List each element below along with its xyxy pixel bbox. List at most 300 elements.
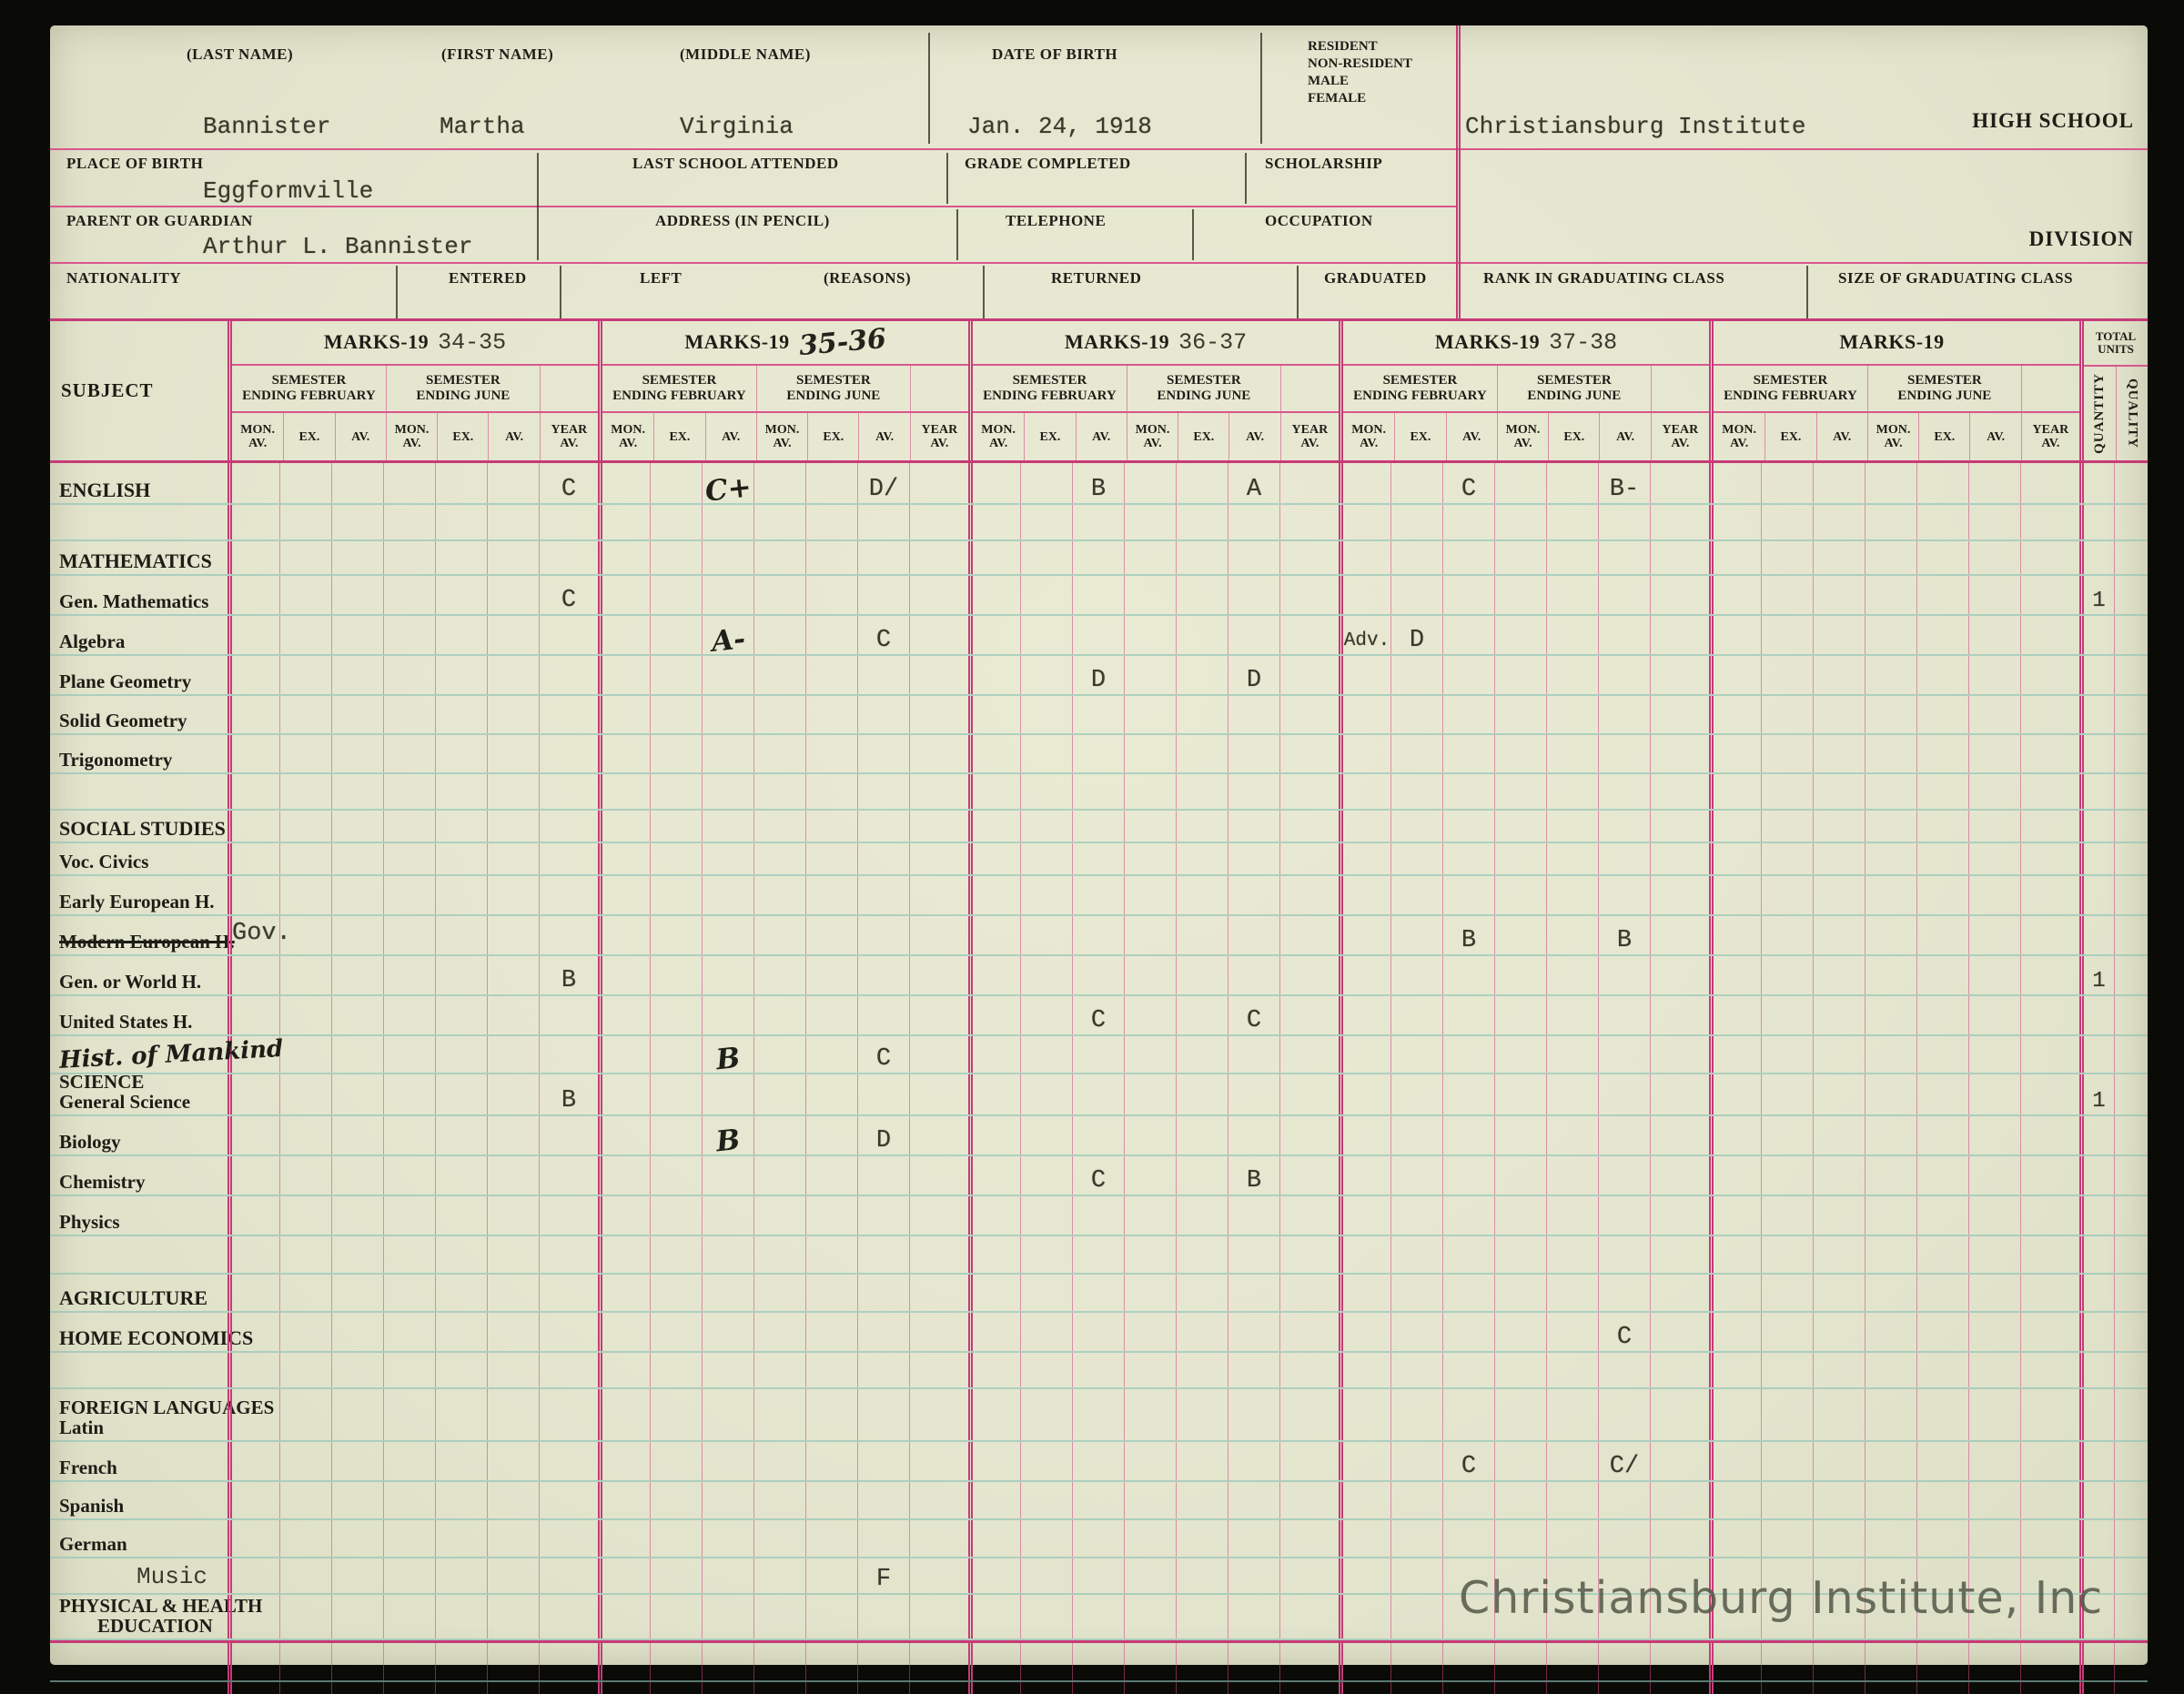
grade-cell	[1279, 616, 1339, 654]
grade-cell	[1865, 1074, 1916, 1114]
grade-cell	[383, 996, 435, 1034]
grade-cell	[1916, 735, 1968, 772]
subcolumn-label: AV.	[858, 413, 909, 460]
grade-cell	[1176, 1389, 1228, 1440]
grade-cell	[435, 1558, 487, 1593]
grade-cell	[805, 1074, 857, 1114]
grade-cell	[1279, 774, 1339, 809]
grade-cell	[1598, 774, 1650, 809]
grade-cell	[857, 463, 909, 503]
subcolumn-label: MON. AV.	[981, 423, 1016, 451]
grade-cell	[1813, 576, 1865, 614]
grade-cell	[1761, 505, 1813, 539]
grade-cell	[753, 843, 805, 874]
grade-cell	[2020, 505, 2079, 539]
grade-cell	[1442, 541, 1494, 574]
grade-typed: C	[1090, 1167, 1107, 1195]
table-row	[50, 1353, 2148, 1389]
grade-cell	[1546, 1074, 1598, 1114]
grade-cell	[1761, 696, 1813, 733]
dob-label: DATE OF BIRTH	[992, 45, 1118, 63]
grade-cell	[1865, 576, 1916, 614]
grade-cell	[539, 1558, 598, 1593]
grade-cell	[650, 1643, 702, 1680]
grade-cell	[435, 1313, 487, 1351]
grade-cell	[1020, 1313, 1072, 1351]
grade-cell	[1390, 1558, 1442, 1593]
grade-cell	[1124, 616, 1176, 654]
grade-cell	[1124, 996, 1176, 1034]
grade-cell	[1176, 616, 1228, 654]
grade-cell	[1124, 1389, 1176, 1440]
grade-cell	[1390, 996, 1442, 1034]
grade-typed: Adv.	[1343, 630, 1390, 651]
grade-cell	[539, 996, 598, 1034]
grade-cell	[1709, 916, 1761, 954]
grade-cell	[968, 1275, 1020, 1311]
grade-cell	[1865, 463, 1916, 503]
grade-cell	[909, 1482, 968, 1518]
subject-cell	[50, 876, 228, 914]
grade-cell	[1176, 1442, 1228, 1480]
grade-cell	[487, 616, 539, 654]
grade-cell	[805, 1558, 857, 1593]
grade-cell	[1176, 876, 1228, 914]
grade-cell	[1761, 1236, 1813, 1273]
grade-cell	[1865, 1482, 1916, 1518]
grade-cell	[383, 656, 435, 694]
field-divider	[956, 209, 958, 260]
grade-handwritten: A-	[709, 622, 747, 659]
grade-cell	[539, 1595, 598, 1639]
grade-cell	[487, 696, 539, 733]
grade-cell	[1020, 696, 1072, 733]
grade-cell	[702, 876, 753, 914]
grade-cell	[1494, 1520, 1546, 1557]
grade-cell	[1442, 956, 1494, 994]
subcolumn-label: AV.	[335, 413, 386, 460]
grade-cell	[279, 1442, 331, 1480]
grade-cell	[383, 774, 435, 809]
grade-cell	[2020, 463, 2079, 503]
subject-cell	[50, 505, 228, 539]
grade-cell	[1598, 1313, 1650, 1351]
grade-cell	[598, 1520, 650, 1557]
grade-cell	[702, 1558, 753, 1593]
grade-cell	[805, 1442, 857, 1480]
grade-cell	[1020, 1595, 1072, 1639]
grade-cell	[1709, 1275, 1761, 1311]
grade-cell	[1228, 1558, 1279, 1593]
grade-cell	[383, 1116, 435, 1155]
grade-cell	[1865, 696, 1916, 733]
grade-cell	[1124, 811, 1176, 842]
grade-cell	[539, 696, 598, 733]
marks-prefix-label: MARKS-19	[1434, 330, 1541, 354]
grade-cell	[650, 1313, 702, 1351]
grade-cell	[1916, 996, 1968, 1034]
quality-cell	[2114, 1275, 2148, 1311]
subcolumn-label: MON. AV.	[386, 413, 437, 460]
grade-cell	[909, 1116, 968, 1155]
quantity-cell	[2079, 1353, 2114, 1387]
grade-cell	[228, 1520, 279, 1557]
grade-cell	[435, 1275, 487, 1311]
grade-cell	[1650, 541, 1709, 574]
table-row	[50, 1482, 2148, 1520]
grade-cell	[1442, 996, 1494, 1034]
grade-cell	[702, 735, 753, 772]
field-divider	[1245, 153, 1247, 204]
subcolumn-label: EX.	[1764, 413, 1815, 460]
grade-cell	[1124, 1643, 1176, 1680]
grade-cell	[1072, 774, 1124, 809]
grade-cell	[1813, 1313, 1865, 1351]
grade-cell	[598, 463, 650, 503]
grade-cell	[487, 1074, 539, 1114]
grade-cell	[1598, 696, 1650, 733]
grade-cell	[435, 1682, 487, 1694]
year-value-handwritten: 35-36	[797, 322, 887, 362]
subject-cell	[50, 463, 228, 503]
grade-cell	[598, 774, 650, 809]
grade-cell	[1339, 1074, 1390, 1114]
quality-cell	[2114, 1520, 2148, 1557]
grade-cell	[598, 541, 650, 574]
grade-cell	[968, 541, 1020, 574]
grade-cell	[1813, 1643, 1865, 1680]
grade-cell	[2020, 1520, 2079, 1557]
year-av-spacer	[1280, 366, 1339, 412]
grade-cell	[279, 576, 331, 614]
grade-cell	[1709, 1036, 1761, 1073]
grade-cell	[331, 1313, 383, 1351]
grade-cell	[435, 1442, 487, 1480]
grade-cell	[650, 774, 702, 809]
grade-cell	[1968, 843, 2020, 874]
grade-cell	[1916, 1520, 1968, 1557]
grade-cell	[228, 1236, 279, 1273]
grade-cell	[909, 843, 968, 874]
grade-cell	[598, 1595, 650, 1639]
grade-cell	[1228, 735, 1279, 772]
grade-cell	[2020, 843, 2079, 874]
total-units-label: TOTAL UNITS	[2084, 321, 2148, 367]
grade-cell	[1916, 656, 1968, 694]
subject-cell	[50, 656, 228, 694]
grade-cell	[383, 1482, 435, 1518]
subcolumn-label: EX.	[807, 413, 858, 460]
grade-cell	[753, 1156, 805, 1195]
grade-cell	[598, 1074, 650, 1114]
table-row	[50, 1682, 2148, 1694]
grade-cell	[1390, 1520, 1442, 1557]
grade-cell	[1709, 541, 1761, 574]
subject-label: Algebra	[59, 630, 126, 652]
grade-cell	[1546, 616, 1598, 654]
grade-cell	[968, 1353, 1020, 1387]
grade-cell	[383, 1643, 435, 1680]
grade-cell	[753, 463, 805, 503]
grade-cell	[968, 1116, 1020, 1155]
grade-cell	[1494, 1196, 1546, 1235]
year-av-label: YEAR AV.	[910, 413, 968, 460]
grade-cell	[1072, 1313, 1124, 1351]
subcolumn-label: AV.	[1076, 413, 1127, 460]
grade-cell	[1709, 1389, 1761, 1440]
grade-cell	[702, 1442, 753, 1480]
grade-cell	[1279, 1558, 1339, 1593]
grade-cell	[1124, 1558, 1176, 1593]
grade-cell	[1279, 1236, 1339, 1273]
table-row	[50, 1236, 2148, 1275]
grade-cell	[805, 996, 857, 1034]
grade-cell	[331, 1389, 383, 1440]
quality-cell	[2114, 1389, 2148, 1440]
grade-cell	[487, 1482, 539, 1518]
quantity-cell	[2079, 463, 2114, 503]
grade-cell	[383, 876, 435, 914]
grade-cell	[1072, 1389, 1124, 1440]
grade-cell	[1709, 1682, 1761, 1694]
grade-cell	[753, 1313, 805, 1351]
grade-cell	[1709, 1116, 1761, 1155]
left-label: LEFT	[640, 269, 682, 287]
grade-cell	[539, 1236, 598, 1273]
grade-cell	[1020, 656, 1072, 694]
subject-label: ENGLISH	[59, 479, 151, 501]
grade-cell	[1279, 1196, 1339, 1235]
grade-cell	[539, 735, 598, 772]
grade-cell	[228, 505, 279, 539]
grade-cell	[1650, 811, 1709, 842]
grade-cell	[1442, 876, 1494, 914]
subject-label: FOREIGN LANGUAGES	[59, 1397, 275, 1418]
grade-cell	[1650, 735, 1709, 772]
grade-typed: C	[561, 476, 577, 503]
grade-cell	[1176, 1353, 1228, 1387]
grade-cell	[331, 1196, 383, 1235]
grade-cell	[1709, 996, 1761, 1034]
grade-cell	[650, 1236, 702, 1273]
grade-cell	[1494, 1442, 1546, 1480]
grade-cell	[1339, 1520, 1390, 1557]
grade-cell	[1650, 774, 1709, 809]
grade-cell	[753, 1116, 805, 1155]
subject-cell	[50, 774, 228, 809]
quality-cell	[2114, 1156, 2148, 1195]
grade-cell	[279, 1595, 331, 1639]
grade-cell	[1072, 505, 1124, 539]
grade-cell	[1279, 1442, 1339, 1480]
grade-cell	[598, 1313, 650, 1351]
grade-cell	[1279, 811, 1339, 842]
grade-cell	[1176, 463, 1228, 503]
field-divider	[1806, 266, 1808, 318]
grade-cell	[1546, 1196, 1598, 1235]
grade-cell	[1968, 1389, 2020, 1440]
subject-label: SCIENCE	[59, 1071, 145, 1093]
grade-cell	[1968, 616, 2020, 654]
grade-cell	[857, 996, 909, 1034]
grade-cell	[435, 1196, 487, 1235]
grade-cell	[1124, 1116, 1176, 1155]
grade-cell	[1228, 916, 1279, 954]
grade-cell	[331, 1236, 383, 1273]
year-av-label: YEAR AV.	[540, 413, 598, 460]
grade-cell	[1968, 1643, 2020, 1680]
grade-cell	[331, 876, 383, 914]
quality-cell	[2114, 1313, 2148, 1351]
grade-cell	[702, 996, 753, 1034]
grade-cell	[805, 774, 857, 809]
grade-cell	[435, 1236, 487, 1273]
grade-cell	[1813, 1482, 1865, 1518]
marks-table	[50, 318, 2148, 1694]
grade-cell	[1442, 463, 1494, 503]
grade-cell	[1761, 1313, 1813, 1351]
grade-cell	[435, 505, 487, 539]
grade-cell	[1494, 1275, 1546, 1311]
year-av-spacer	[910, 366, 968, 412]
grade-cell	[1865, 956, 1916, 994]
table-row	[50, 1389, 2148, 1442]
grade-cell	[1865, 1643, 1916, 1680]
subcolumn-label: EX.	[1178, 413, 1228, 460]
grade-cell	[1176, 1482, 1228, 1518]
grade-cell	[539, 1156, 598, 1195]
grade-cell	[1968, 656, 2020, 694]
subcolumn-label: AV.	[1816, 413, 1867, 460]
grade-cell	[383, 616, 435, 654]
marks-prefix-label: MARKS-19	[323, 330, 430, 354]
unit-quantity-value: 1	[2092, 969, 2106, 993]
grade-cell	[487, 843, 539, 874]
grade-cell	[487, 1595, 539, 1639]
quality-cell	[2114, 916, 2148, 954]
grade-cell	[1709, 1313, 1761, 1351]
grade-cell	[1390, 1682, 1442, 1694]
grade-cell	[487, 876, 539, 914]
grade-cell	[909, 576, 968, 614]
semester-label: SEMESTER ENDING JUNE	[386, 366, 540, 412]
grade-cell	[1650, 576, 1709, 614]
grade-cell	[228, 1595, 279, 1639]
grade-cell	[2020, 735, 2079, 772]
grade-cell	[909, 1036, 968, 1073]
grade-cell	[1279, 1275, 1339, 1311]
grade-cell	[1650, 996, 1709, 1034]
grade-cell	[1072, 735, 1124, 772]
grade-cell	[857, 1558, 909, 1593]
grade-cell	[968, 696, 1020, 733]
grade-cell	[968, 1236, 1020, 1273]
grade-cell	[1228, 1236, 1279, 1273]
grade-cell	[1124, 843, 1176, 874]
grade-cell	[1709, 1074, 1761, 1114]
grade-cell	[1072, 843, 1124, 874]
grade-cell	[1650, 1196, 1709, 1235]
grade-cell	[968, 735, 1020, 772]
grade-cell	[805, 843, 857, 874]
grade-cell	[435, 996, 487, 1034]
grade-typed: D	[1246, 667, 1262, 694]
grade-cell	[1228, 1520, 1279, 1557]
quality-cell	[2114, 956, 2148, 994]
grade-cell	[650, 1442, 702, 1480]
grade-cell	[1916, 1275, 1968, 1311]
grade-cell	[857, 1482, 909, 1518]
grade-cell	[753, 996, 805, 1034]
grade-cell	[331, 1353, 383, 1387]
grade-cell	[1176, 1558, 1228, 1593]
quantity-cell	[2079, 1682, 2114, 1694]
grade-cell	[909, 1682, 968, 1694]
grade-cell	[1968, 916, 2020, 954]
grade-cell	[487, 1116, 539, 1155]
subcolumn-label: MON. AV.	[1722, 423, 1756, 451]
grade-cell	[1598, 1236, 1650, 1273]
grade-cell	[909, 996, 968, 1034]
grade-cell	[1339, 1442, 1390, 1480]
grade-cell	[1598, 1074, 1650, 1114]
grade-cell	[702, 1520, 753, 1557]
subject-cell	[50, 616, 228, 654]
last-name-value: Bannister	[203, 113, 331, 140]
grade-cell	[487, 576, 539, 614]
grade-cell	[539, 656, 598, 694]
grade-cell	[857, 1643, 909, 1680]
subject-label: Solid Geometry	[59, 710, 187, 731]
grade-cell	[968, 1156, 1020, 1195]
grade-cell	[650, 996, 702, 1034]
year-group-title	[602, 321, 968, 366]
subject-label-line2: Latin	[59, 1417, 105, 1438]
grade-cell	[1968, 463, 2020, 503]
grade-cell	[1916, 463, 1968, 503]
grade-cell	[1865, 616, 1916, 654]
grade-cell	[2020, 1275, 2079, 1311]
grade-cell	[1279, 541, 1339, 574]
grade-cell	[1442, 1353, 1494, 1387]
quantity-cell	[2079, 505, 2114, 539]
quality-cell	[2114, 656, 2148, 694]
grade-cell	[435, 811, 487, 842]
grade-cell	[805, 1389, 857, 1440]
grade-cell	[1650, 1682, 1709, 1694]
grade-cell	[753, 735, 805, 772]
grade-cell	[1865, 843, 1916, 874]
grade-cell	[1020, 1520, 1072, 1557]
grade-cell	[805, 616, 857, 654]
grade-cell	[487, 1389, 539, 1440]
quality-cell	[2114, 541, 2148, 574]
grade-cell	[598, 1482, 650, 1518]
grade-cell	[279, 1558, 331, 1593]
grade-cell	[1709, 1236, 1761, 1273]
grade-cell	[650, 1682, 702, 1694]
grade-cell	[1650, 656, 1709, 694]
field-divider	[1297, 266, 1299, 318]
grade-cell	[1494, 1116, 1546, 1155]
grade-cell	[2020, 541, 2079, 574]
grade-cell	[1813, 843, 1865, 874]
grade-cell	[1546, 1482, 1598, 1518]
grade-cell	[968, 811, 1020, 842]
grade-cell	[435, 1156, 487, 1195]
grade-cell	[598, 811, 650, 842]
subject-label: PHYSICAL & HEALTH	[59, 1595, 263, 1617]
